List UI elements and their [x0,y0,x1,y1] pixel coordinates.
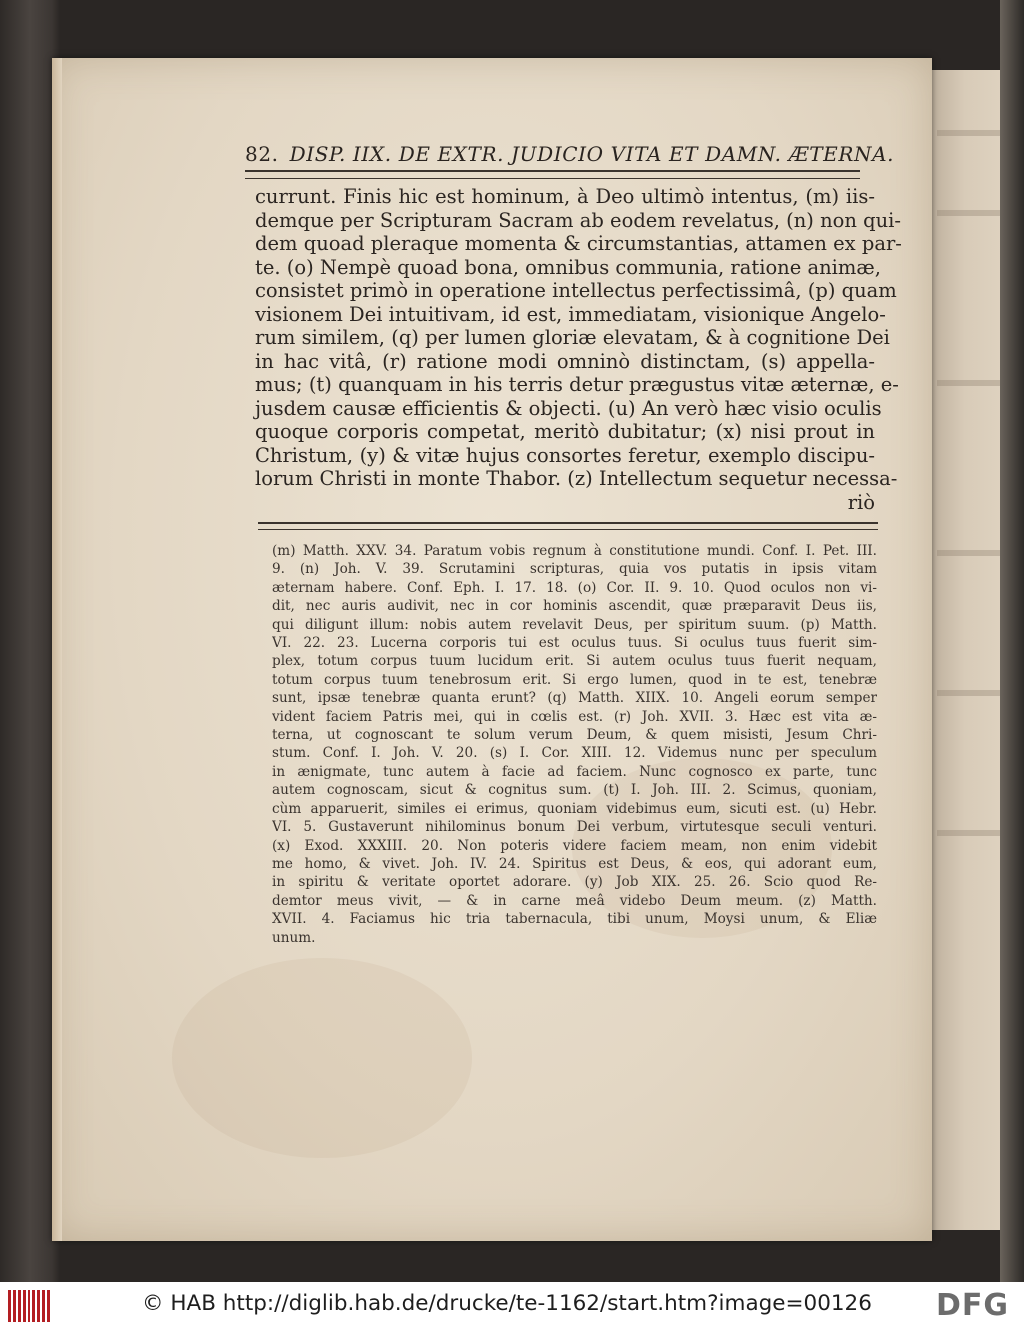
footnote-line: plex, totum corpus tuum lucidum erit. Si autem oculus tuus fuerit nequam, [272,653,877,670]
dfg-logo: DFG [936,1288,1010,1323]
text-line: dem quoad pleraque momenta & circumstantias, attamen ex par- [255,232,902,255]
footnote-rule [258,522,878,524]
footnote-line: totum corpus tuum tenebrosum erit. Si ergo lumen, quod in te est, tenebræ [272,671,877,688]
footnote-line: me homo, & vivet. Joh. IV. 24. Spiritus est Deus, & eos, qui adorant eum, [272,855,877,872]
copyright-link[interactable]: © HAB http://diglib.hab.de/drucke/te-1162/start.htm?image=00126 [142,1291,872,1316]
header-rule-thin [245,178,860,179]
footnote-line: (x) Exod. XXXIII. 20. Non poteris videre faciem meam, non enim videbit [272,837,877,854]
footnote-line: in ænigmate, tunc autem à facie ad faciem. Nunc cognosco ex parte, tunc [272,763,877,780]
footnote-line: in spiritu & veritate oportet adorare. (y) Job XIX. 25. 26. Scio quod Re- [272,874,877,891]
text-line: consistet primò in operatione intellectus perfectissimâ, (p) quam [255,279,897,302]
footnote-line: dit, nec auris audivit, nec in cor hominis ascendit, quæ præparavit Deus iis, [272,598,877,615]
text-line: lorum Christi in monte Thabor. (z) Intellectum sequetur necessa- [255,467,898,490]
footnote-line: 9. (n) Joh. V. 39. Scrutamini scripturas, quia vos putatis in ipsis vitam [272,561,877,578]
footnote-line: (m) Matth. XXV. 34. Paratum vobis regnum à constitutione mundi. Conf. I. Pet. III. [272,543,877,559]
footnote-line: vident faciem Patris mei, qui in cœlis est. (r) Joh. XVII. 3. Hæc est vita æ- [272,708,877,725]
page-gutter [52,58,62,1241]
text-line: visionem Dei intuitivam, id est, immediatam, visionique Angelo- [255,302,886,326]
text-line: rum similem, (q) per lumen gloriæ elevatam, & à cognitione Dei [255,326,890,349]
paper-stain [172,958,472,1158]
text-line: quoque corporis competat, meritò dubitatur; (x) nisi prout in [255,420,875,443]
footnote-line: VI. 22. 23. Lucerna corporis tui est oculus tuus. Si oculus tuus fuerit sim- [272,635,877,652]
footnotes [272,542,877,947]
footnote-line: terna, ut cognoscant te solum verum Deum, & quem misisti, Jesum Chri- [272,727,877,744]
footnote-line: unum. [272,929,316,946]
viewer-footer [0,1282,1024,1329]
hab-logo-icon [8,1290,50,1322]
text-line: Christum, (y) & vitæ hujus consortes feretur, exemplo discipu- [255,443,875,467]
footnote-line: æternam habere. Conf. Eph. I. 17. 18. (o) Cor. II. 9. 10. Quod oculos non vi- [272,579,877,596]
running-title: DISP. IIX. DE EXTR. JUDICIO VITA ET DAMN. ÆTERNA. [289,142,895,166]
text-line: mus; (t) quanquam in his terris detur prægustus vitæ æternæ, e- [255,373,899,396]
main-text [255,185,902,514]
catchword: riò [847,490,875,514]
text-line: jusdem causæ efficientis & objecti. (u) An verò hæc visio oculis [255,396,882,420]
scanner-edge [1000,0,1024,1282]
footnote-line: cùm apparuerit, similes ei erimus, quoniam videbimus eum, sicuti est. (u) Hebr. [272,800,877,817]
footnote-line: demtor meus vivit, — & in carne meâ videbo Deum meum. (z) Matth. [272,892,877,909]
text-line: currunt. Finis hic est hominum, à Deo ultimò intentus, (m) iis- [255,185,875,208]
footnote-line: stum. Conf. I. Joh. V. 20. (s) I. Cor. XIII. 12. Videmus nunc per speculum [272,745,877,762]
footnote-line: qui diligunt illum: nobis autem revelavit Deus, per spiritum suum. (p) Matth. [272,616,877,633]
page-number: 82. [245,142,279,166]
running-head [245,142,895,166]
footnote-line: XVII. 4. Faciamus hic tria tabernacula, tibi unum, Moysi unum, & Eliæ [272,911,877,928]
text-line: in hac vitâ, (r) ratione modi omninò distinctam, (s) appella- [255,349,875,373]
text-line: te. (o) Nempè quoad bona, omnibus communia, ratione animæ, [255,255,881,279]
footnote-line: autem cognoscam, sicut & cognitus sum. (t) I. Joh. III. 2. Scimus, quoniam, [272,782,877,799]
text-line: demque per Scripturam Sacram ab eodem revelatus, (n) non qui- [255,208,902,232]
footnote-line: VI. 5. Gustaverunt nihilominus bonum Dei verbum, virtutesque seculi venturi. [272,819,877,836]
header-rule [245,170,860,172]
footnote-line: sunt, ipsæ tenebræ quanta erunt? (q) Matth. XIIX. 10. Angeli eorum semper [272,690,877,707]
footnote-rule-thin [258,529,878,530]
